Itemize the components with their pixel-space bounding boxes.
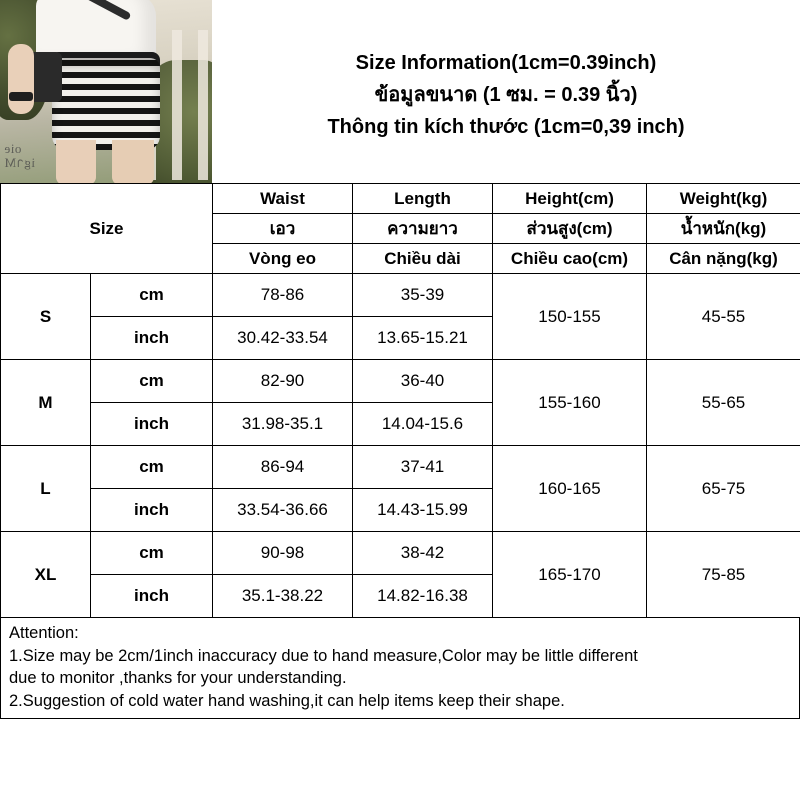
m-weight: 55-65 <box>647 360 800 446</box>
attention-heading: Attention: <box>9 624 79 642</box>
header-waist-th: เอว <box>213 214 353 244</box>
header-height-th: ส่วนสูง(cm) <box>493 214 647 244</box>
m-waist-cm: 82-90 <box>213 360 353 403</box>
l-length-inch: 14.43-15.99 <box>353 489 493 532</box>
header-weight-th: น้ำหนัก(kg) <box>647 214 800 244</box>
xl-weight: 75-85 <box>647 532 800 618</box>
title-thai: ข้อมูลขนาด (1 ซม. = 0.39 นิ้ว) <box>374 83 638 106</box>
row-size-s: S <box>1 274 91 360</box>
xl-length-inch: 14.82-16.38 <box>353 575 493 618</box>
row-size-xl: XL <box>1 532 91 618</box>
header-section <box>0 0 800 183</box>
photo-watermark-line-1: oie <box>4 141 22 156</box>
photo-wristwatch <box>9 92 33 101</box>
unit-inch: inch <box>91 403 213 446</box>
header-length-en: Length <box>353 184 493 214</box>
m-length-cm: 36-40 <box>353 360 493 403</box>
unit-inch: inch <box>91 489 213 532</box>
unit-cm: cm <box>91 532 213 575</box>
unit-cm: cm <box>91 446 213 489</box>
s-length-cm: 35-39 <box>353 274 493 317</box>
s-height: 150-155 <box>493 274 647 360</box>
title-block <box>212 0 800 183</box>
s-waist-inch: 30.42-33.54 <box>213 317 353 360</box>
size-table <box>0 183 800 618</box>
unit-inch: inch <box>91 575 213 618</box>
s-length-inch: 13.65-15.21 <box>353 317 493 360</box>
header-height-vi: Chiều cao(cm) <box>493 244 647 274</box>
l-length-cm: 37-41 <box>353 446 493 489</box>
photo-model-leg-left <box>56 140 96 183</box>
m-waist-inch: 31.98-35.1 <box>213 403 353 446</box>
s-waist-cm: 78-86 <box>213 274 353 317</box>
header-waist-en: Waist <box>213 184 353 214</box>
attention-line-2: due to monitor ,thanks for your understanding. <box>9 669 347 687</box>
header-size-label: Size <box>1 184 213 274</box>
photo-model-arm <box>8 44 34 114</box>
unit-cm: cm <box>91 274 213 317</box>
header-length-vi: Chiều dài <box>353 244 493 274</box>
title-english: Size Information(1cm=0.39inch) <box>355 51 657 74</box>
unit-inch: inch <box>91 317 213 360</box>
attention-line-1: 1.Size may be 2cm/1inch inaccuracy due to hand measure,Color may be little different <box>9 646 638 665</box>
photo-model-leg-right <box>112 140 154 183</box>
row-size-m: M <box>1 360 91 446</box>
photo-watermark-line-2: igาM <box>4 155 35 170</box>
xl-waist-inch: 35.1-38.22 <box>213 575 353 618</box>
photo-striped-shorts <box>52 58 160 150</box>
header-weight-vi: Cân nặng(kg) <box>647 244 800 274</box>
unit-cm: cm <box>91 360 213 403</box>
xl-height: 165-170 <box>493 532 647 618</box>
s-weight: 45-55 <box>647 274 800 360</box>
header-length-th: ความยาว <box>353 214 493 244</box>
table-header-row-en <box>1 184 800 214</box>
l-weight: 65-75 <box>647 446 800 532</box>
attention-section <box>0 618 800 719</box>
title-vietnamese: Thông tin kích thước (1cm=0,39 inch) <box>327 115 685 138</box>
l-waist-cm: 86-94 <box>213 446 353 489</box>
l-waist-inch: 33.54-36.66 <box>213 489 353 532</box>
xl-length-cm: 38-42 <box>353 532 493 575</box>
header-waist-vi: Vòng eo <box>213 244 353 274</box>
table-row <box>1 446 800 489</box>
l-height: 160-165 <box>493 446 647 532</box>
m-height: 155-160 <box>493 360 647 446</box>
product-photo <box>0 0 212 183</box>
attention-line-3: 2.Suggestion of cold water hand washing,it can help items keep their shape. <box>9 691 565 710</box>
table-row <box>1 532 800 575</box>
header-weight-en: Weight(kg) <box>647 184 800 214</box>
row-size-l: L <box>1 446 91 532</box>
xl-waist-cm: 90-98 <box>213 532 353 575</box>
header-height-en: Height(cm) <box>493 184 647 214</box>
table-row <box>1 360 800 403</box>
table-row <box>1 274 800 317</box>
m-length-inch: 14.04-15.6 <box>353 403 493 446</box>
